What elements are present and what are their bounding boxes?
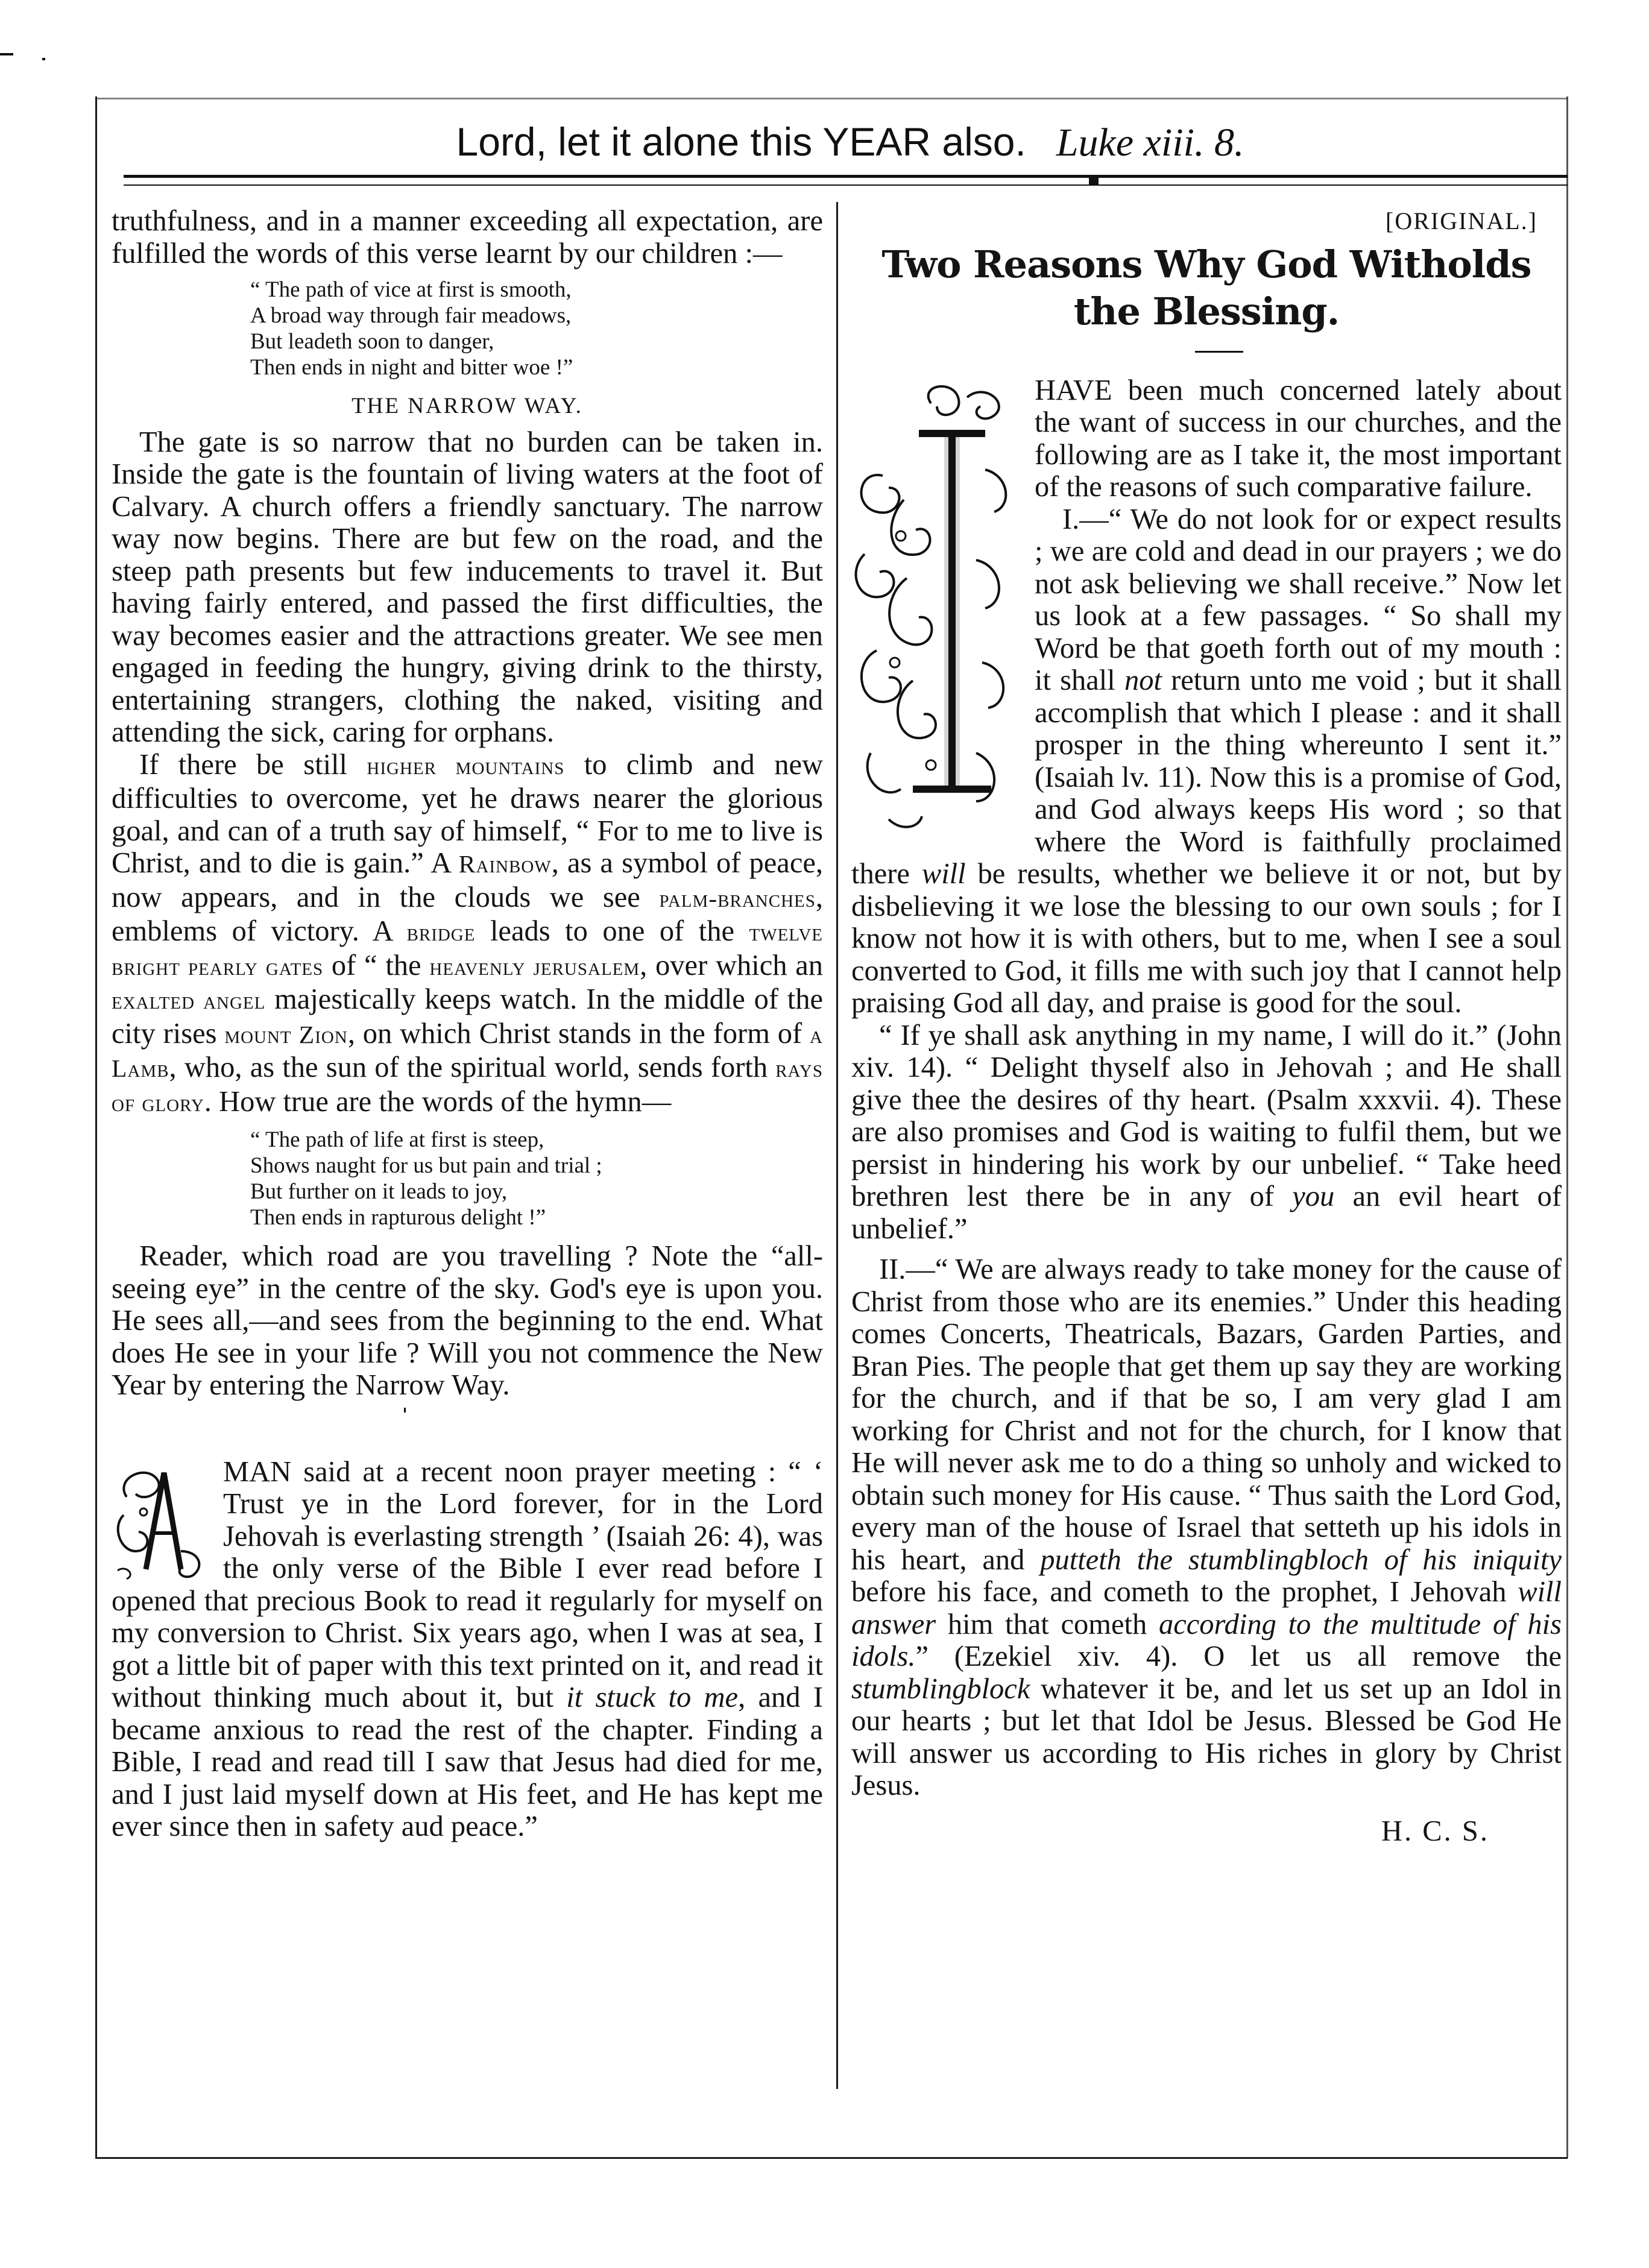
author-signature: H. C. S. — [1381, 1815, 1489, 1847]
poem-line: “ The path of vice at first is smooth, — [250, 277, 572, 302]
right-column — [851, 205, 1562, 1847]
original-tag: [ORIGINAL.] — [1386, 207, 1537, 235]
poem-line: Shows naught for us but pain and trial ; — [250, 1153, 602, 1178]
right-paragraph-promises: “ If ye shall ask anything in my name, I will do it.” (John xiv. 14). “ Delight thyself also in Jehovah ; and He shall give thee the desires of thy heart. (Psalm xxxvii. 4). These are also promises and God is waiting to fulfil them, but we persist in hindering his work by our unbelief. “ Take heed brethren lest there be in any of you an evil heart of unbelief.” — [851, 1019, 1562, 1245]
header-reference: Luke xiii. 8. — [1056, 121, 1244, 165]
poem-line: “ The path of life at first is steep, — [250, 1127, 544, 1152]
header-title: Lord, let it alone this YEAR also. — [456, 119, 1026, 164]
left-column — [112, 205, 823, 1843]
page-border-bottom — [95, 2157, 1568, 2159]
right-paragraph-reason-one: I.—“ We do not look for or expect results ; we are cold and dead in our prayers ; we do not ask believing we shall receive.” Now let us look at a few passages. “ So shall my Word be that goeth forth out of my mouth : it shall not return unto me void ; but it shall accomplish that which I please : and it shall prosper in the thing whereunto I sent it.” (Isaiah lv. 11). Now this is a promise of God, and God always keeps His word ; so that where the Word is faithfully proclaimed there will be results, whether we believe it or not, but by disbelieving it we lose the blessing to our own souls ; for I know not how it is with others, but to me, when I see a soul converted to God, it fills me with such joy that I cannot help praising God all day, and praise is good for the soul. — [851, 503, 1562, 1019]
section-heading-narrow-way: THE NARROW WAY. — [352, 394, 583, 418]
poem-line: But leadeth soon to danger, — [250, 329, 494, 354]
poem-vice — [250, 277, 823, 380]
left-paragraph-reader: Reader, which road are you travelling ? Note the “all-seeing eye” in the centre of the sky. God's eye is upon you. He sees all,—and sees from the beginning to the end. What does He see in your life ? Will you not commence the New Year by entering the Narrow Way. — [112, 1240, 823, 1401]
ornate-letter-i-icon — [847, 379, 1021, 837]
poem-line: Then ends in night and bitter woe !” — [250, 355, 573, 380]
poem-line: Then ends in rapturous delight !” — [250, 1205, 546, 1230]
margin-mark — [0, 53, 13, 55]
page-border-right — [1566, 96, 1568, 2158]
article-title: Two Reasons Why God Witholds the Blessing. — [881, 242, 1531, 333]
left-paragraph-prayer-meeting: MAN said at a recent noon prayer meeting : “ ‘ Trust ye in the Lord forever, for in the Lord Jehovah is everlasting strength ’ (Isaiah 26: 4), was the only verse of the Bible I ever read before I opened that precious Book to read it regularly for myself on my conversion to Christ. Six years ago, when I was at sea, I got a little bit of paper with this text printed on it, and read it without thinking much about it, but it stuck to me, and I became anxious to read the rest of the chapter. Finding a Bible, I read and read till I saw that Jesus had died for me, and I just laid myself down at His feet, and He has kept me ever since then in safety aud peace.” — [112, 1456, 823, 1843]
poem-life — [250, 1127, 823, 1230]
ornate-letter-a-icon — [109, 1461, 211, 1581]
title-rule — [1195, 351, 1243, 353]
left-paragraph-gate: The gate is so narrow that no burden can be taken in. Inside the gate is the fountain of living waters at the foot of Calvary. A church offers a friendly sanctuary. The narrow way now begins. There are but few on the road, and the steep path presents but few inducements to travel it. But having fairly entered, and passed the first difficulties, the way becomes easier and the attractions greater. We see men engaged in feeding the hungry, giving drink to the thirsty, entertaining strangers, clothing the naked, visiting and attending the sick, caring for orphans. — [112, 426, 823, 748]
page-border-top — [95, 98, 1568, 99]
header-rule-thick — [124, 175, 1568, 178]
right-paragraph-intro: HAVE been much concerned lately about the want of success in our churches, and the following are as I take it, the most important of the reasons of such comparative failure. — [851, 374, 1562, 503]
page-border-left — [95, 96, 97, 2158]
right-paragraph-reason-two: II.—“ We are always ready to take money for the cause of Christ from those who are its enemies.” Under this heading comes Concerts, Theatricals, Bazars, Garden Parties, and Bran Pies. The people that get them up say they are working for the church, and if that be so, I am very glad I am working for Christ and not for the church, for I know that He will never ask me to do a thing so unholy and wicked to obtain such money for His cause. “ Thus saith the Lord God, every man of the house of Israel that setteth up his idols in his heart, and putteth the stumblingbloch of his iniquity before his face, and cometh to the prophet, I Jehovah will answer him that cometh according to the multitude of his idols.” (Ezekiel xiv. 4). O let us all remove the stumblingblock whatever it be, and let us set up an Idol in our hearts ; but let that Idol be Jesus. Blessed be God He will answer us according to His riches in glory by Christ Jesus. — [851, 1253, 1562, 1801]
poem-line: But further on it leads to joy, — [250, 1179, 508, 1204]
header-rule-thin — [124, 184, 1568, 186]
left-paragraph-mountains: If there be still higher mountains to climb and new difficulties to overcome, yet he draws nearer the glorious goal, and can of a truth say of himself, “ For to me to live is Christ, and to die is gain.” A Rainbow, as a symbol of peace, now appears, and in the clouds we see palm-branches, emblems of victory. A bridge leads to one of the twelve bright pearly gates of “ the heavenly jerusalem, over which an exalted angel majestically keeps watch. In the middle of the city rises mount Zion, on which Christ stands in the form of a Lamb, who, as the sun of the spiritual world, sends forth rays of glory. How true are the words of the hymn— — [112, 748, 824, 1118]
page-header — [151, 115, 1550, 169]
section-separator — [112, 1408, 823, 1426]
column-divider — [836, 202, 838, 2089]
left-paragraph-1: truthfulness, and in a manner exceeding all expectation, are fulfilled the words of this verse learnt by our children :— — [112, 205, 823, 269]
poem-line: A broad way through fair meadows, — [250, 303, 572, 328]
margin-dot — [42, 58, 45, 60]
